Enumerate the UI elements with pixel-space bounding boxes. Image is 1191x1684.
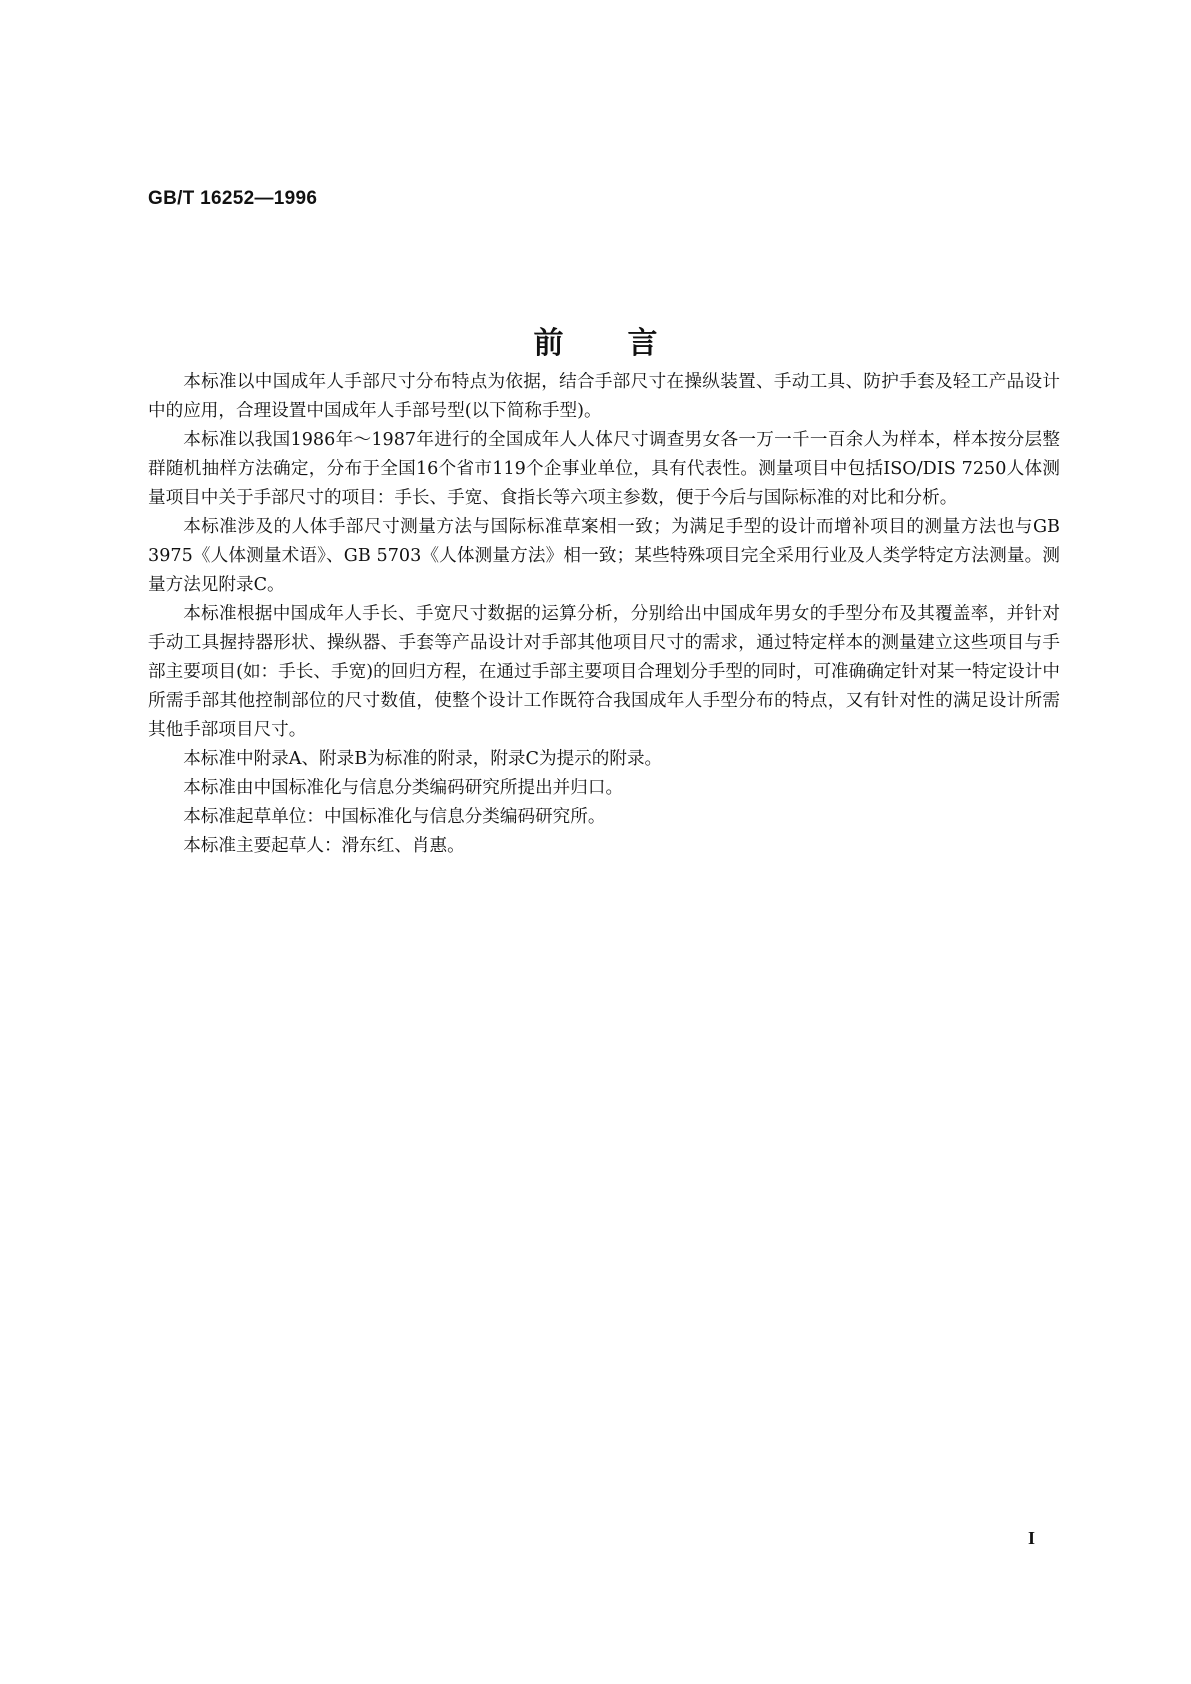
- paragraph-drafters: 本标准主要起草人：滑东红、肖惠。: [183, 836, 465, 856]
- paragraph-annexes: 本标准中附录A、附录B为标准的附录，附录C为提示的附录。: [183, 749, 663, 769]
- standard-code: GB/T 16252—1996: [148, 188, 318, 209]
- paragraph-basis: 本标准以中国成年人手部尺寸分布特点为依据，结合手部尺寸在操纵装置、手动工具、防护手套及轻工产品设计中的应用，合理设置中国成年人手部号型(以下简称手型)。: [148, 372, 1060, 421]
- paragraph-proposer: 本标准由中国标准化与信息分类编码研究所提出并归口。: [183, 778, 624, 798]
- paragraph-analysis: 本标准根据中国成年人手长、手宽尺寸数据的运算分析，分别给出中国成年男女的手型分布及其覆盖率，并针对手动工具握持器形状、操纵器、手套等产品设计对手部其他项目尺寸的需求，通过特定样本的测量建立这些项目与手部主要项目(如：手长、手宽)的回归方程，在通过手部主要项目合理划分手型的同时，可准确确定针对某一特定设计中所需手部其他控制部位的尺寸数值，使整个设计工作既符合我国成年人手型分布的特点，又有针对性的满足设计所需其他手部项目尺寸。: [148, 604, 1060, 740]
- page-number: I: [1028, 1528, 1036, 1548]
- paragraph-sample: 本标准以我国1986年～1987年进行的全国成年人人体尺寸调查男女各一万一千一百余人为样本，样本按分层整群随机抽样方法确定，分布于全国16个省市119个企事业单位，具有代表性。测量项目中包括ISO/DIS 7250人体测量项目中关于手部尺寸的项目：手长、手宽、食指长等六项主参数，便于今后与国际标准的对比和分析。: [148, 430, 1060, 508]
- foreword-body: [148, 368, 1060, 861]
- page-title: 前言: [533, 326, 722, 361]
- paragraph-method: 本标准涉及的人体手部尺寸测量方法与国际标准草案相一致；为满足手型的设计而增补项目的测量方法也与GB 3975《人体测量术语》、GB 5703《人体测量方法》相一致；某些特殊项目完全采用行业及人类学特定方法测量。测量方法见附录C。: [148, 517, 1060, 595]
- paragraph-drafting-unit: 本标准起草单位：中国标准化与信息分类编码研究所。: [183, 807, 606, 827]
